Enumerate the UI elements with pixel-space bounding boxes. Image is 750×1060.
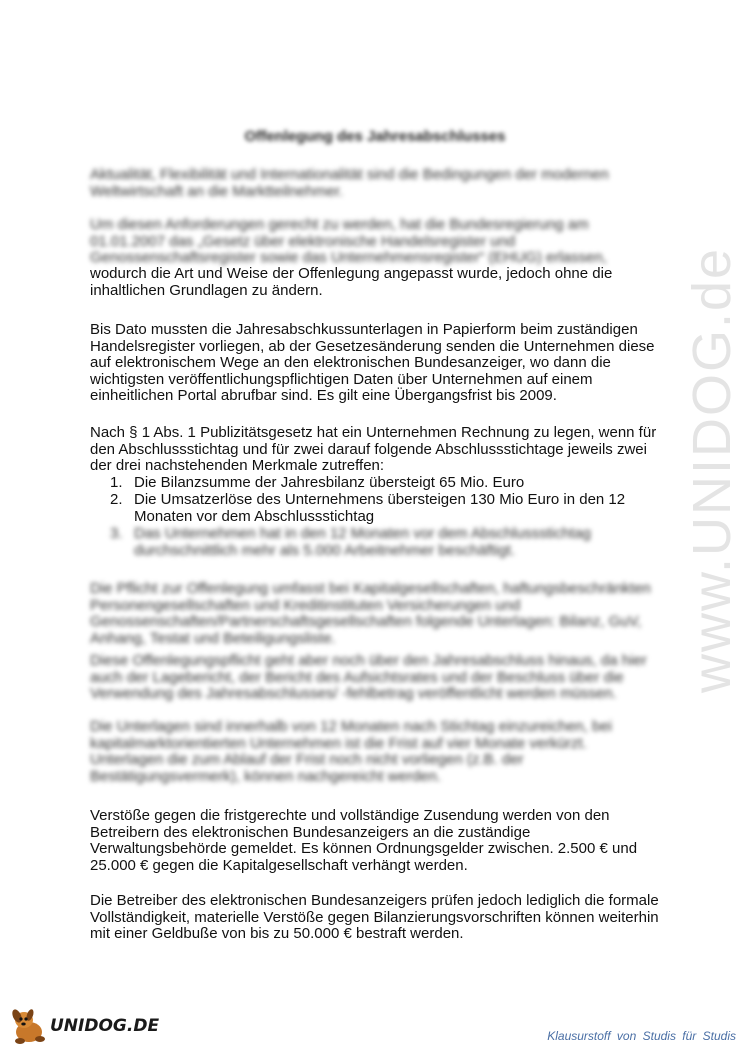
- paragraph-intro: Aktualität, Flexibilität und Internationalität sind die Bedingungen der modernen Weltwirtschaft an die Marktteilnehmer.: [90, 166, 609, 200]
- list-item-text: Die Bilanzsumme der Jahresbilanz übersteigt 65 Mio. Euro: [134, 474, 525, 491]
- list-item-number: 1.: [110, 474, 123, 491]
- paragraph-bundesanzeiger: Bis Dato mussten die Jahresabschkussunterlagen in Papierform beim zuständigen Handelsregister vorliegen, ab der Gesetzesänderung senden die Unternehmen diese auf elektronischem Wege an den elektronischen Bundesanzeiger, wo dann die wichtigsten veröffentlichungspflichtigen Daten über Unternehmen auf einem einheitlichen Portal abrufbar sind. Es gilt eine Übergangsfrist bis 2009.: [90, 321, 655, 404]
- list-item: [110, 491, 660, 525]
- paragraph-ehug-clear: wodurch die Art und Weise der Offenlegung angepasst wurde, jedoch ohne die inhaltlichen Grundlagen zu ändern.: [90, 265, 613, 299]
- criteria-list: [110, 474, 660, 559]
- list-item-text: Das Unternehmen hat in den 12 Monaten vor dem Abschlussstichtag durchschnittlich mehr als 5.000 Arbeitnehmer beschäftigt.: [134, 525, 591, 559]
- list-item-number: 2.: [110, 491, 123, 508]
- watermark-text: www.UNIDOG.de: [682, 246, 742, 694]
- list-item-number: 3.: [110, 525, 123, 542]
- paragraph-verstoesse: Verstöße gegen die fristgerechte und vollständige Zusendung werden von den Betreibern des elektronischen Bundesanzeigers an die zuständige Verwaltungsbehörde gemeldet. Es können Ordnungsgelder zwischen. 2.500 € und 25.000 € gegen die Kapitalgesellschaft verhängt werden.: [90, 807, 638, 874]
- document-title: Offenlegung des Jahresabschlusses: [244, 128, 506, 145]
- list-item: [110, 474, 660, 491]
- footer-tagline: Klausurstoff von Studis für Studis: [547, 1029, 736, 1043]
- paragraph-offenlegungspflicht: Die Pflicht zur Offenlegung umfasst bei Kapitalgesellschaften, haftungsbeschränkten Personengesellschaften und Kreditinstituten Versicherungen und Genossenschaften/Partnerschaftsgesellschaften folgende Unterlagen: Bilanz, GuV, Anhang, Testat und Beteiligungsliste.: [90, 580, 651, 647]
- paragraph-publizitaetsgesetz: Nach § 1 Abs. 1 Publizitätsgesetz hat ein Unternehmen Rechnung zu legen, wenn für den Abschlussstichtag und für zwei darauf folgende Abschlussstichtage jeweils zwei der drei nachstehenden Merkmale zutreffen:: [90, 424, 657, 474]
- list-item: [110, 525, 660, 559]
- paragraph-pruefung: Die Betreiber des elektronischen Bundesanzeigers prüfen jedoch lediglich die formale Vollständigkeit, materielle Verstöße gegen Bilanzierungsvorschriften können weiterhin mit einer Geldbuße von bis zu 50.000 € bestraft werden.: [90, 892, 659, 942]
- paragraph-ehug-blurred: Um diesen Anforderungen gerecht zu werden, hat die Bundesregierung am 01.01.2007 das „Gesetz über elektronische Handelsregister und Genossenschaftsregister sowie das Unternehmensregister“ (EHUG) erlassen,: [90, 216, 607, 266]
- paragraph-lagebericht: Diese Offenlegungspflicht geht aber noch über den Jahresabschluss hinaus, da hier auch der Lagebericht, der Bericht des Aufsichtsrates und der Beschluss über die Verwendung des Jahresabschlusses/ -fehlbetrag veröffentlicht werden müssen.: [90, 652, 647, 702]
- logo-text: UNIDOG.DE: [50, 1016, 160, 1036]
- list-item-text: Die Umsatzerlöse des Unternehmens übersteigen 130 Mio Euro in den 12 Monaten vor dem Abschlussstichtag: [134, 491, 626, 525]
- dog-icon: [8, 1006, 50, 1046]
- paragraph-fristen: Die Unterlagen sind innerhalb von 12 Monaten nach Stichtag einzureichen, bei kapitalmarktorientierten Unternehmen ist die Frist auf vier Monate verkürzt. Unterlagen die zum Ablauf der Frist noch nicht vorliegen (z.B. der Bestätigungsvermerk), können nachgereicht werden.: [90, 718, 613, 785]
- unidog-logo[interactable]: [8, 1006, 158, 1046]
